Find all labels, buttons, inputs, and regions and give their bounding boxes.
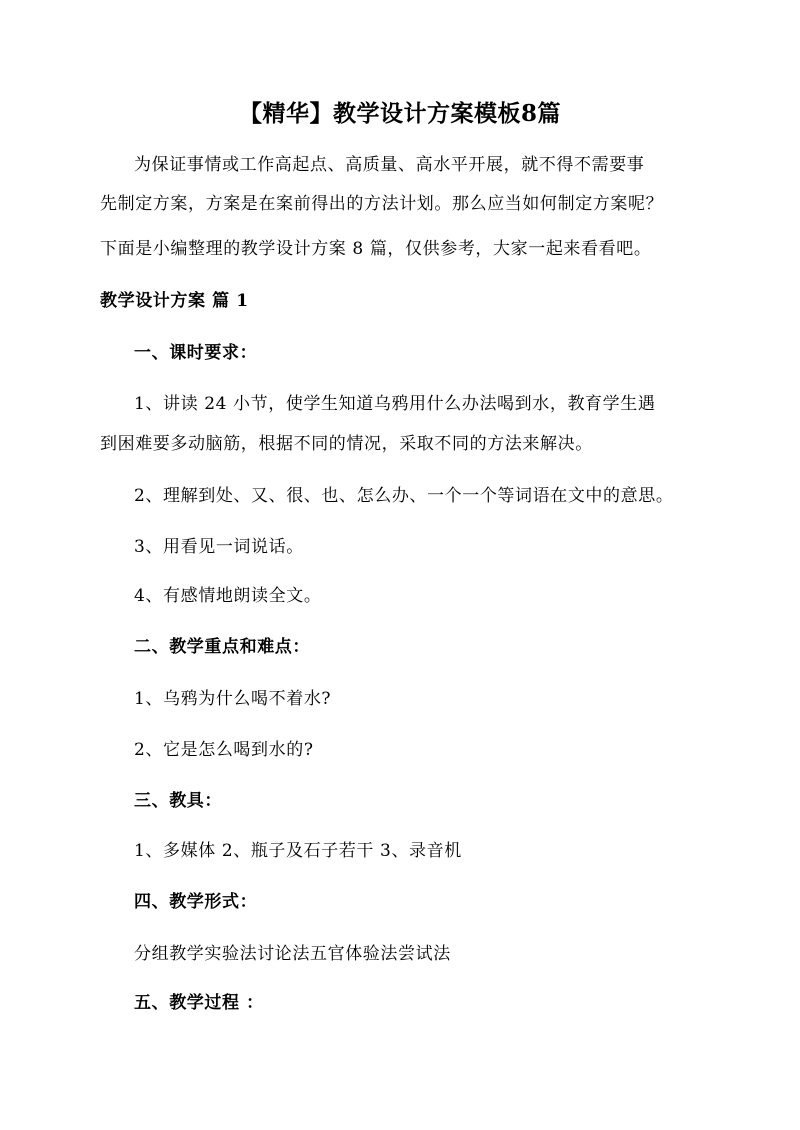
- teaching-forms-list: 分组教学实验法讨论法五官体验法尝试法: [134, 944, 451, 964]
- heading-course-requirements: 一、课时要求：: [134, 343, 258, 363]
- heading-teaching-forms: 四、教学形式：: [134, 892, 258, 912]
- heading-teaching-process: 五、教学过程 ：: [134, 993, 264, 1013]
- requirement-4: 4、有感情地朗读全文。: [134, 586, 322, 606]
- intro-line-1: 为保证事情或工作高起点、高质量、高水平开展，就不得不需要事: [134, 155, 645, 175]
- key-point-2: 2、它是怎么喝到水的?: [134, 740, 314, 760]
- heading-teaching-aids: 三、教具：: [134, 791, 222, 811]
- intro-line-2: 先制定方案，方案是在案前得出的方法计划。那么应当如何制定方案呢？: [100, 194, 664, 214]
- requirement-1-line-2: 到困难要多动脑筋，根据不同的情况，采取不同的方法来解决。: [100, 434, 593, 454]
- teaching-aids-list: 1、多媒体 2、瓶子及石子若干 3、录音机: [134, 841, 462, 861]
- requirement-2: 2、理解到处、又、很、也、怎么办、一个一个等词语在文中的意思。: [134, 486, 674, 506]
- heading-key-points: 二、教学重点和难点：: [134, 637, 310, 657]
- requirement-3: 3、用看见一词说话。: [134, 537, 304, 557]
- section-title: 教学设计方案 篇 1: [100, 291, 249, 311]
- document-title: 【精华】教学设计方案模板8篇: [238, 100, 561, 127]
- intro-line-3: 下面是小编整理的教学设计方案 8 篇，仅供参考，大家一起来看看吧。: [100, 239, 652, 259]
- requirement-1-line-1: 1、讲读 24 小节，使学生知道乌鸦用什么办法喝到水，教育学生遇: [134, 394, 656, 414]
- key-point-1: 1、乌鸦为什么喝不着水?: [134, 689, 332, 709]
